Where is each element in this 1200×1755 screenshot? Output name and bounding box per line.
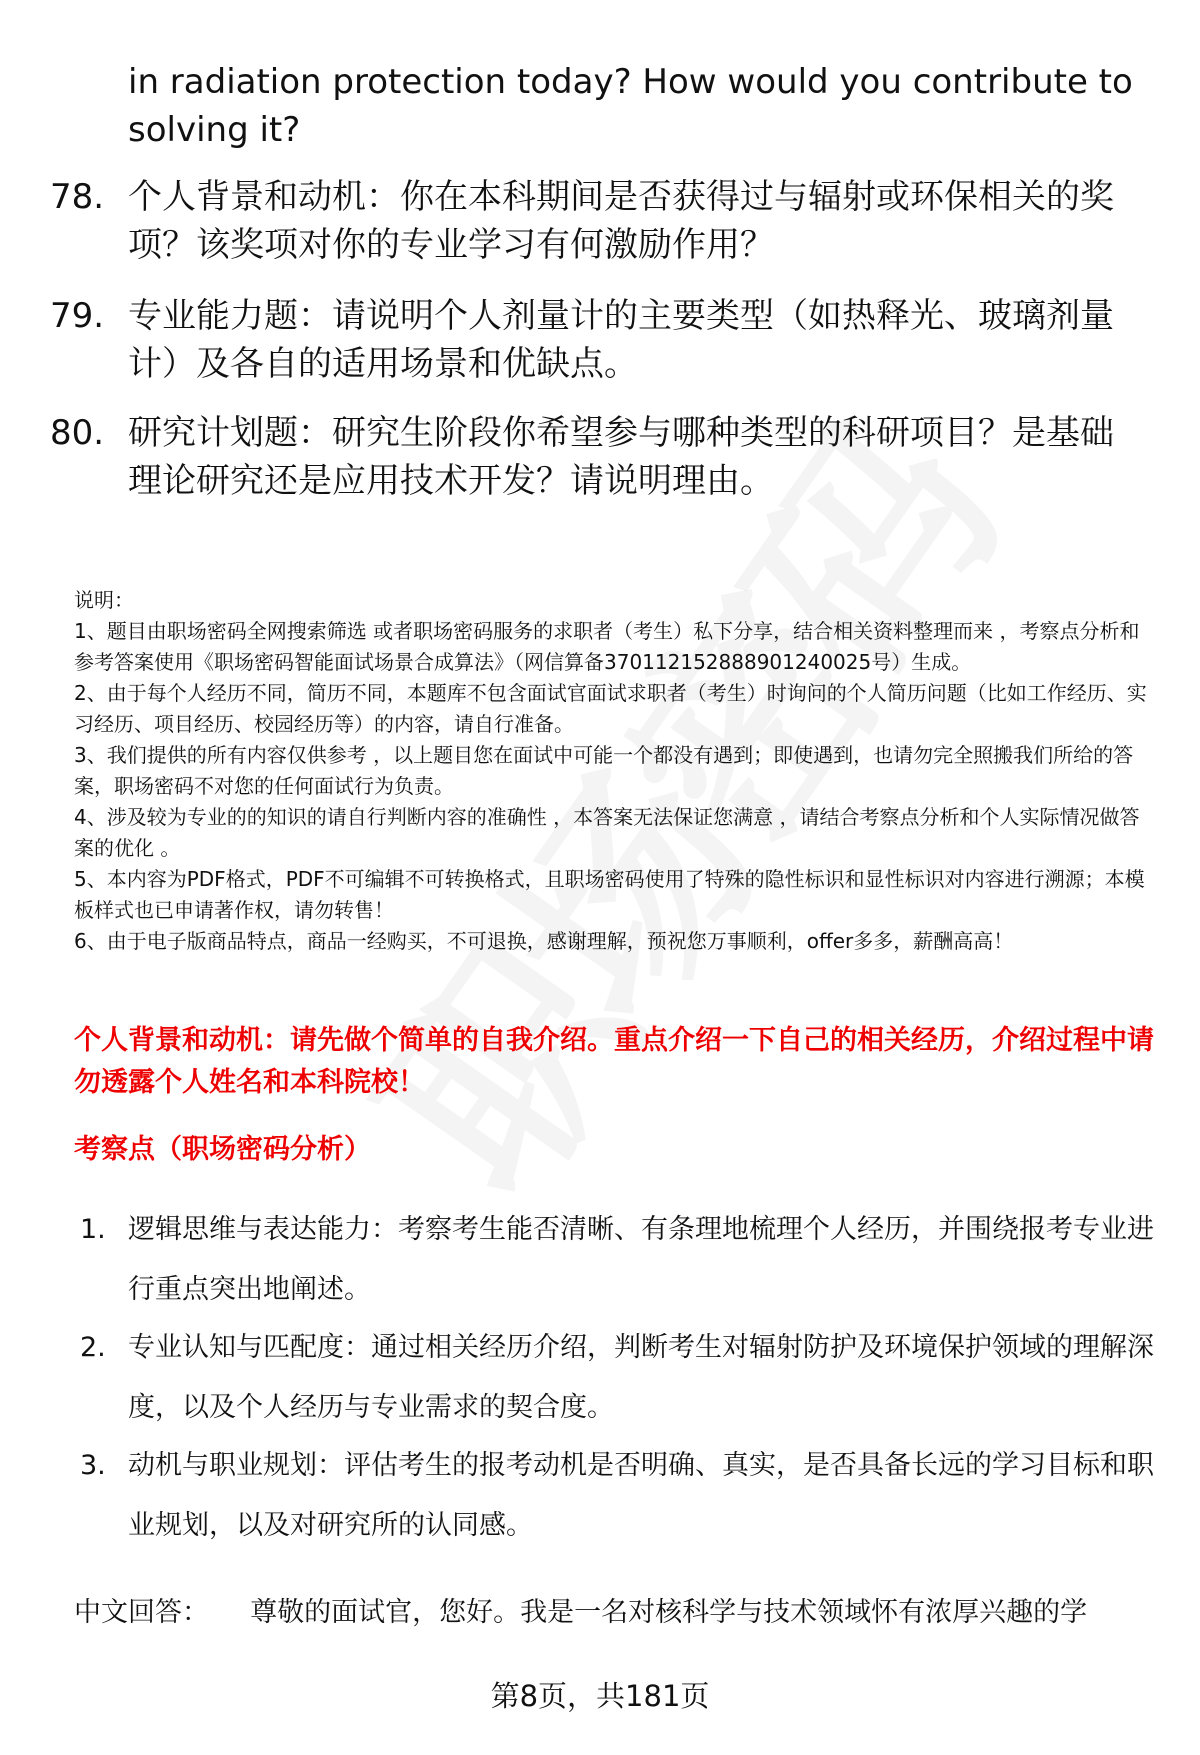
note-item: 4、涉及较为专业的的知识的请自行判断内容的准确性 ，本答案无法保证您满意 ，请结合考察点分析和个人实际情况做答案的优化 。 (74, 805, 1140, 860)
answer-section (74, 1593, 1194, 1633)
question-78 (50, 173, 1150, 269)
page-footer: 第8页，共181页 (490, 1679, 710, 1713)
analysis-point-3 (80, 1436, 1160, 1556)
analysis-heading: 考察点（职场密码分析） (74, 1134, 371, 1165)
answer-label: 中文回答： (74, 1597, 209, 1628)
point-text: 动机与职业规划：评估考生的报考动机是否明确、真实，是否具备长远的学习目标和职业规划，以及对研究所的认同感。 (128, 1450, 1154, 1541)
analysis-point-1 (80, 1200, 1160, 1320)
question-text: 个人背景和动机：你在本科期间是否获得过与辐射或环保相关的奖项？该奖项对你的专业学习有何激励作用？ (128, 177, 1114, 265)
note-item: 2、由于每个人经历不同，简历不同，本题库不包含面试官面试求职者（考生）时询问的个人简历问题（比如工作经历、实习经历、项目经历、校园经历等）的内容，请自行准备。 (74, 681, 1147, 736)
question-text: 研究计划题：研究生阶段你希望参与哪种类型的科研项目？是基础理论研究还是应用技术开发？请说明理由。 (128, 413, 1114, 501)
note-item: 5、本内容为PDF格式，PDF不可编辑不可转换格式，且职场密码使用了特殊的隐性标识和显性标识对内容进行溯源；本模板样式也已申请著作权，请勿转售！ (74, 867, 1145, 922)
point-text: 专业认知与匹配度：通过相关经历介绍，判断考生对辐射防护及环境保护领域的理解深度，以及个人经历与专业需求的契合度。 (128, 1332, 1154, 1423)
note-item: 1、题目由职场密码全网搜索筛选 或者职场密码服务的求职者（考生）私下分享，结合相关资料整理而来 ，考察点分析和参考答案使用《职场密码智能面试场景合成算法》（网信算备370112152888901240025号）生成。 (74, 619, 1140, 674)
continuation-text: in radiation protection today? How would you contribute to solving it? (128, 62, 1133, 150)
question-text: 专业能力题：请说明个人剂量计的主要类型（如热释光、玻璃剂量计）及各自的适用场景和优缺点。 (128, 296, 1114, 384)
question-79 (50, 292, 1150, 388)
note-item: 6、由于电子版商品特点，商品一经购买，不可退换，感谢理解，预祝您万事顺利，offer多多，薪酬高高！ (74, 929, 1014, 953)
question-number: 78. (50, 177, 105, 217)
question-number: 80. (50, 413, 105, 453)
note-item: 3、我们提供的所有内容仅供参考 ，以上题目您在面试中可能一个都没有遇到；即使遇到，也请勿完全照搬我们所给的答案，职场密码不对您的任何面试行为负责。 (74, 743, 1134, 798)
featured-question: 个人背景和动机：请先做个简单的自我介绍。重点介绍一下自己的相关经历，介绍过程中请勿透露个人姓名和本科院校！ (74, 1025, 1154, 1098)
notes-title: 说明： (74, 588, 134, 612)
question-80 (50, 409, 1150, 505)
analysis-point-2 (80, 1318, 1160, 1438)
notes-section (74, 585, 1154, 957)
point-text: 逻辑思维与表达能力：考察考生能否清晰、有条理地梳理个人经历，并围绕报考专业进行重点突出地阐述。 (128, 1214, 1154, 1305)
point-number: 1. (80, 1214, 106, 1245)
point-number: 3. (80, 1450, 106, 1481)
answer-text: 尊敬的面试官，您好。我是一名对核科学与技术领域怀有浓厚兴趣的学 (250, 1597, 1088, 1628)
question-number: 79. (50, 296, 105, 336)
point-number: 2. (80, 1332, 106, 1363)
